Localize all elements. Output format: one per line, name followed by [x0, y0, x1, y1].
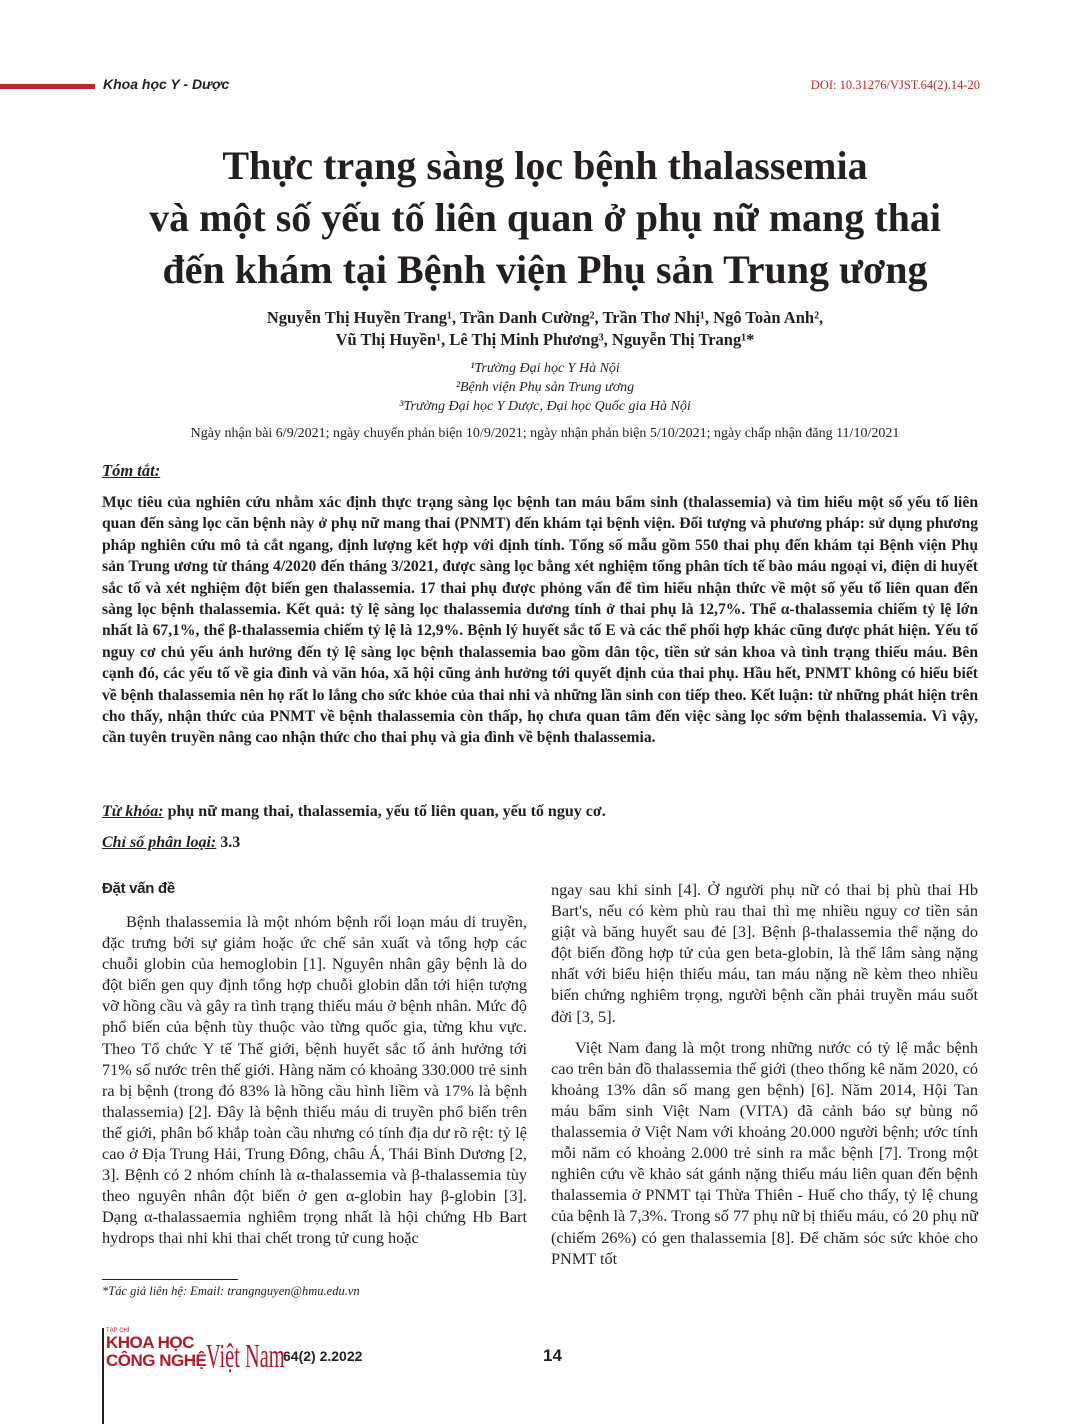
abstract-text: Mục tiêu của nghiên cứu nhằm xác định thực trạng sàng lọc bệnh tan máu bẩm sinh (thalassemia) và tìm hiểu một số yếu tố liên quan đến sàng lọc căn bệnh này ở phụ nữ mang thai (PNMT) đến khám tại bệnh viện. Đối tượng và phương pháp: sử dụng phương pháp nghiên cứu mô tả cắt ngang, định lượng kết hợp với định tính. Tổng số mẫu gồm 550 thai phụ đến khám tại Bệnh viện Phụ sản Trung ương từ tháng 4/2020 đến tháng 3/2021, được sàng lọc bằng xét nghiệm tổng phân tích tế bào máu ngoại vi, điện di huyết sắc tố và xét nghiệm đột biến gen thalassemia. 17 thai phụ được phỏng vấn để tìm hiểu nhận thức về một số yếu tố liên quan đến sàng lọc bệnh thalassemia. Kết quả: tỷ lệ sàng lọc thalassemia dương tính ở thai phụ là 12,7%. Thể α-thalassemia chiếm tỷ lệ lớn nhất là 67,1%, thể β-thalassemia chiếm tỷ lệ là 12,9%. Bệnh lý huyết sắc tố E và các thể phối hợp khác cũng được phát hiện. Yếu tố nguy cơ chủ yếu ảnh hưởng đến tỷ lệ sàng lọc bệnh thalassemia bao gồm dân tộc, tiền sử sản khoa và tình trạng thiếu máu. Bên cạnh đó, các yếu tố về gia đình và văn hóa, xã hội cũng ảnh hưởng tới quyết định của thai phụ. Hầu hết, PNMT không có hiểu biết về bệnh thalassemia nên họ rất lo lắng cho sức khỏe của thai nhi và những lần sinh con tiếp theo. Kết luận: từ những phát hiện trên cho thấy, nhận thức của PNMT về bệnh thalassemia còn thấp, họ chưa quan tâm đến việc sàng lọc sớm bệnh thalassemia. Vì vậy, cần tuyên truyền nâng cao nhận thức cho thai phụ và gia đình về bệnh thalassemia. — [102, 494, 978, 747]
logo-line2: CÔNG NGHỆ — [106, 1351, 207, 1370]
authors — [60, 307, 1030, 351]
classification-label: Chỉ số phân loại: — [102, 834, 217, 851]
footnote: *Tác giả liên hệ: Email: trangnguyen@hmu.edu.vn — [102, 1284, 360, 1298]
issue-number: 64(2) 2.2022 — [283, 1348, 363, 1364]
authors-line: Nguyễn Thị Huyền Trang¹, Trần Danh Cường², Trần Thơ Nhị¹, Ngô Toàn Anh², — [266, 308, 824, 327]
page-number: 14 — [543, 1346, 562, 1365]
paragraph: Bệnh thalassemia là một nhóm bệnh rối loạn máu di truyền, đặc trưng bởi sự giảm hoặc ức chế sản xuất và tổng hợp các chuỗi globin của hemoglobin [1]. Nguyên nhân gây bệnh là do đột biến gen quy định tổng hợp chuỗi globin dẫn tới hiện tượng vỡ hồng cầu và gây ra tình trạng thiếu máu ở bệnh nhân. Mức độ phổ biến của bệnh tùy thuộc vào từng quốc gia, từng khu vực. Theo Tổ chức Y tế Thế giới, bệnh huyết sắc tố ảnh hưởng tới 71% số nước trên thế giới. Hàng năm có khoảng 330.000 trẻ sinh ra bị bệnh (trong đó 83% là hồng cầu hình liềm và 17% là bệnh thalassemia) [2]. Đây là bệnh thiếu máu di truyền phổ biến trên thế giới, phân bố khắp toàn cầu nhưng có tính địa dư rõ rệt: tỷ lệ cao ở Địa Trung Hải, Trung Đông, châu Á, Thái Bình Dương [2, 3]. Bệnh có 2 nhóm chính là α-thalassemia và β-thalassemia tùy theo nguyên nhân đột biến ở gen α-globin hay β-globin [3]. Dạng α-thalassaemia nghiêm trọng nhất là hội chứng Hb Bart hydrops thai nhi khi thai chết trong tử cung hoặc — [102, 912, 527, 1248]
paragraph: ngay sau khi sinh [4]. Ở người phụ nữ có thai bị phù thai Hb Bart's, nếu có kèm phù rau thai thì mẹ nhiều nguy cơ tiền sản giật và băng huyết sau đẻ [3]. Bệnh β-thalassemia thể nặng do đột biến đồng hợp tử của gen beta-globin, là thể lâm sàng nặng nhất với biểu hiện thiếu máu, tan máu nặng nề kèm theo nhiều biến chứng nghiêm trọng, người bệnh cần phải truyền máu suốt đời [3, 5]. — [551, 880, 978, 1026]
header-accent-bar — [0, 84, 95, 89]
affiliation: ¹Trường Đại học Y Hà Nội — [470, 361, 620, 376]
left-column — [102, 911, 527, 1249]
abstract-heading: Tóm tắt: — [102, 461, 161, 480]
classification-value: 3.3 — [216, 834, 241, 851]
title-line: đến khám tại Bệnh viện Phụ sản Trung ương — [162, 247, 928, 292]
title-line: Thực trạng sàng lọc bệnh thalassemia — [222, 143, 868, 188]
submission-dates: Ngày nhận bài 6/9/2021; ngày chuyển phản biện 10/9/2021; ngày nhận phản biện 5/10/2021; ngày chấp nhận đăng 11/10/2021 — [190, 426, 900, 441]
logo-line1: KHOA HỌC — [106, 1333, 194, 1352]
journal-section: Khoa học Y - Dược — [103, 76, 230, 92]
title-line: và một số yếu tố liên quan ở phụ nữ mang thai — [149, 195, 941, 240]
footer-rule — [102, 1328, 104, 1424]
keywords-label: Từ khóa: — [102, 803, 164, 820]
classification — [102, 834, 240, 852]
keywords-value: phụ nữ mang thai, thalassemia, yếu tố liên quan, yếu tố nguy cơ. — [163, 803, 606, 820]
section-heading: Đặt vấn đề — [102, 880, 175, 897]
journal-logo — [106, 1328, 285, 1375]
logo-script: Việt Nam — [206, 1338, 285, 1375]
footnote-rule — [102, 1279, 238, 1280]
right-column — [551, 879, 978, 1269]
doi[interactable]: DOI: 10.31276/VJST.64(2).14-20 — [810, 78, 980, 92]
paragraph: Việt Nam đang là một trong những nước có tỷ lệ mắc bệnh cao trên bản đồ thalassemia thế giới (theo thống kê năm 2020, có khoảng 13% dân số mang gen bệnh) [6]. Năm 2014, Hội Tan máu bẩm sinh Việt Nam (VITA) đã cảnh báo sự bùng nổ thalassemia ở Việt Nam với khoảng 20.000 người bệnh; ước tính mỗi năm có khoảng 2.000 trẻ sinh ra mắc bệnh [7]. Trong một nghiên cứu về khảo sát gánh nặng thiếu máu liên quan đến bệnh thalassemia ở PNMT tại Thừa Thiên - Huế cho thấy, tỷ lệ chung của bệnh là 7,3%. Trong số 77 phụ nữ bị thiếu máu, có 20 phụ nữ (chiếm 26%) có gen thalassemia [8]. Để chăm sóc sức khỏe cho PNMT tốt — [551, 1037, 978, 1268]
affiliations — [60, 359, 1030, 416]
authors-line: Vũ Thị Huyền¹, Lê Thị Minh Phương³, Nguyễn Thị Trang¹* — [335, 330, 755, 349]
affiliation: ²Bệnh viện Phụ sản Trung ương — [455, 380, 635, 395]
logo-small: TẠP CHÍ — [106, 1328, 130, 1334]
keywords — [102, 803, 606, 821]
affiliation: ³Trường Đại học Y Dược, Đại học Quốc gia Hà Nội — [399, 399, 691, 414]
article-title — [60, 140, 1030, 296]
